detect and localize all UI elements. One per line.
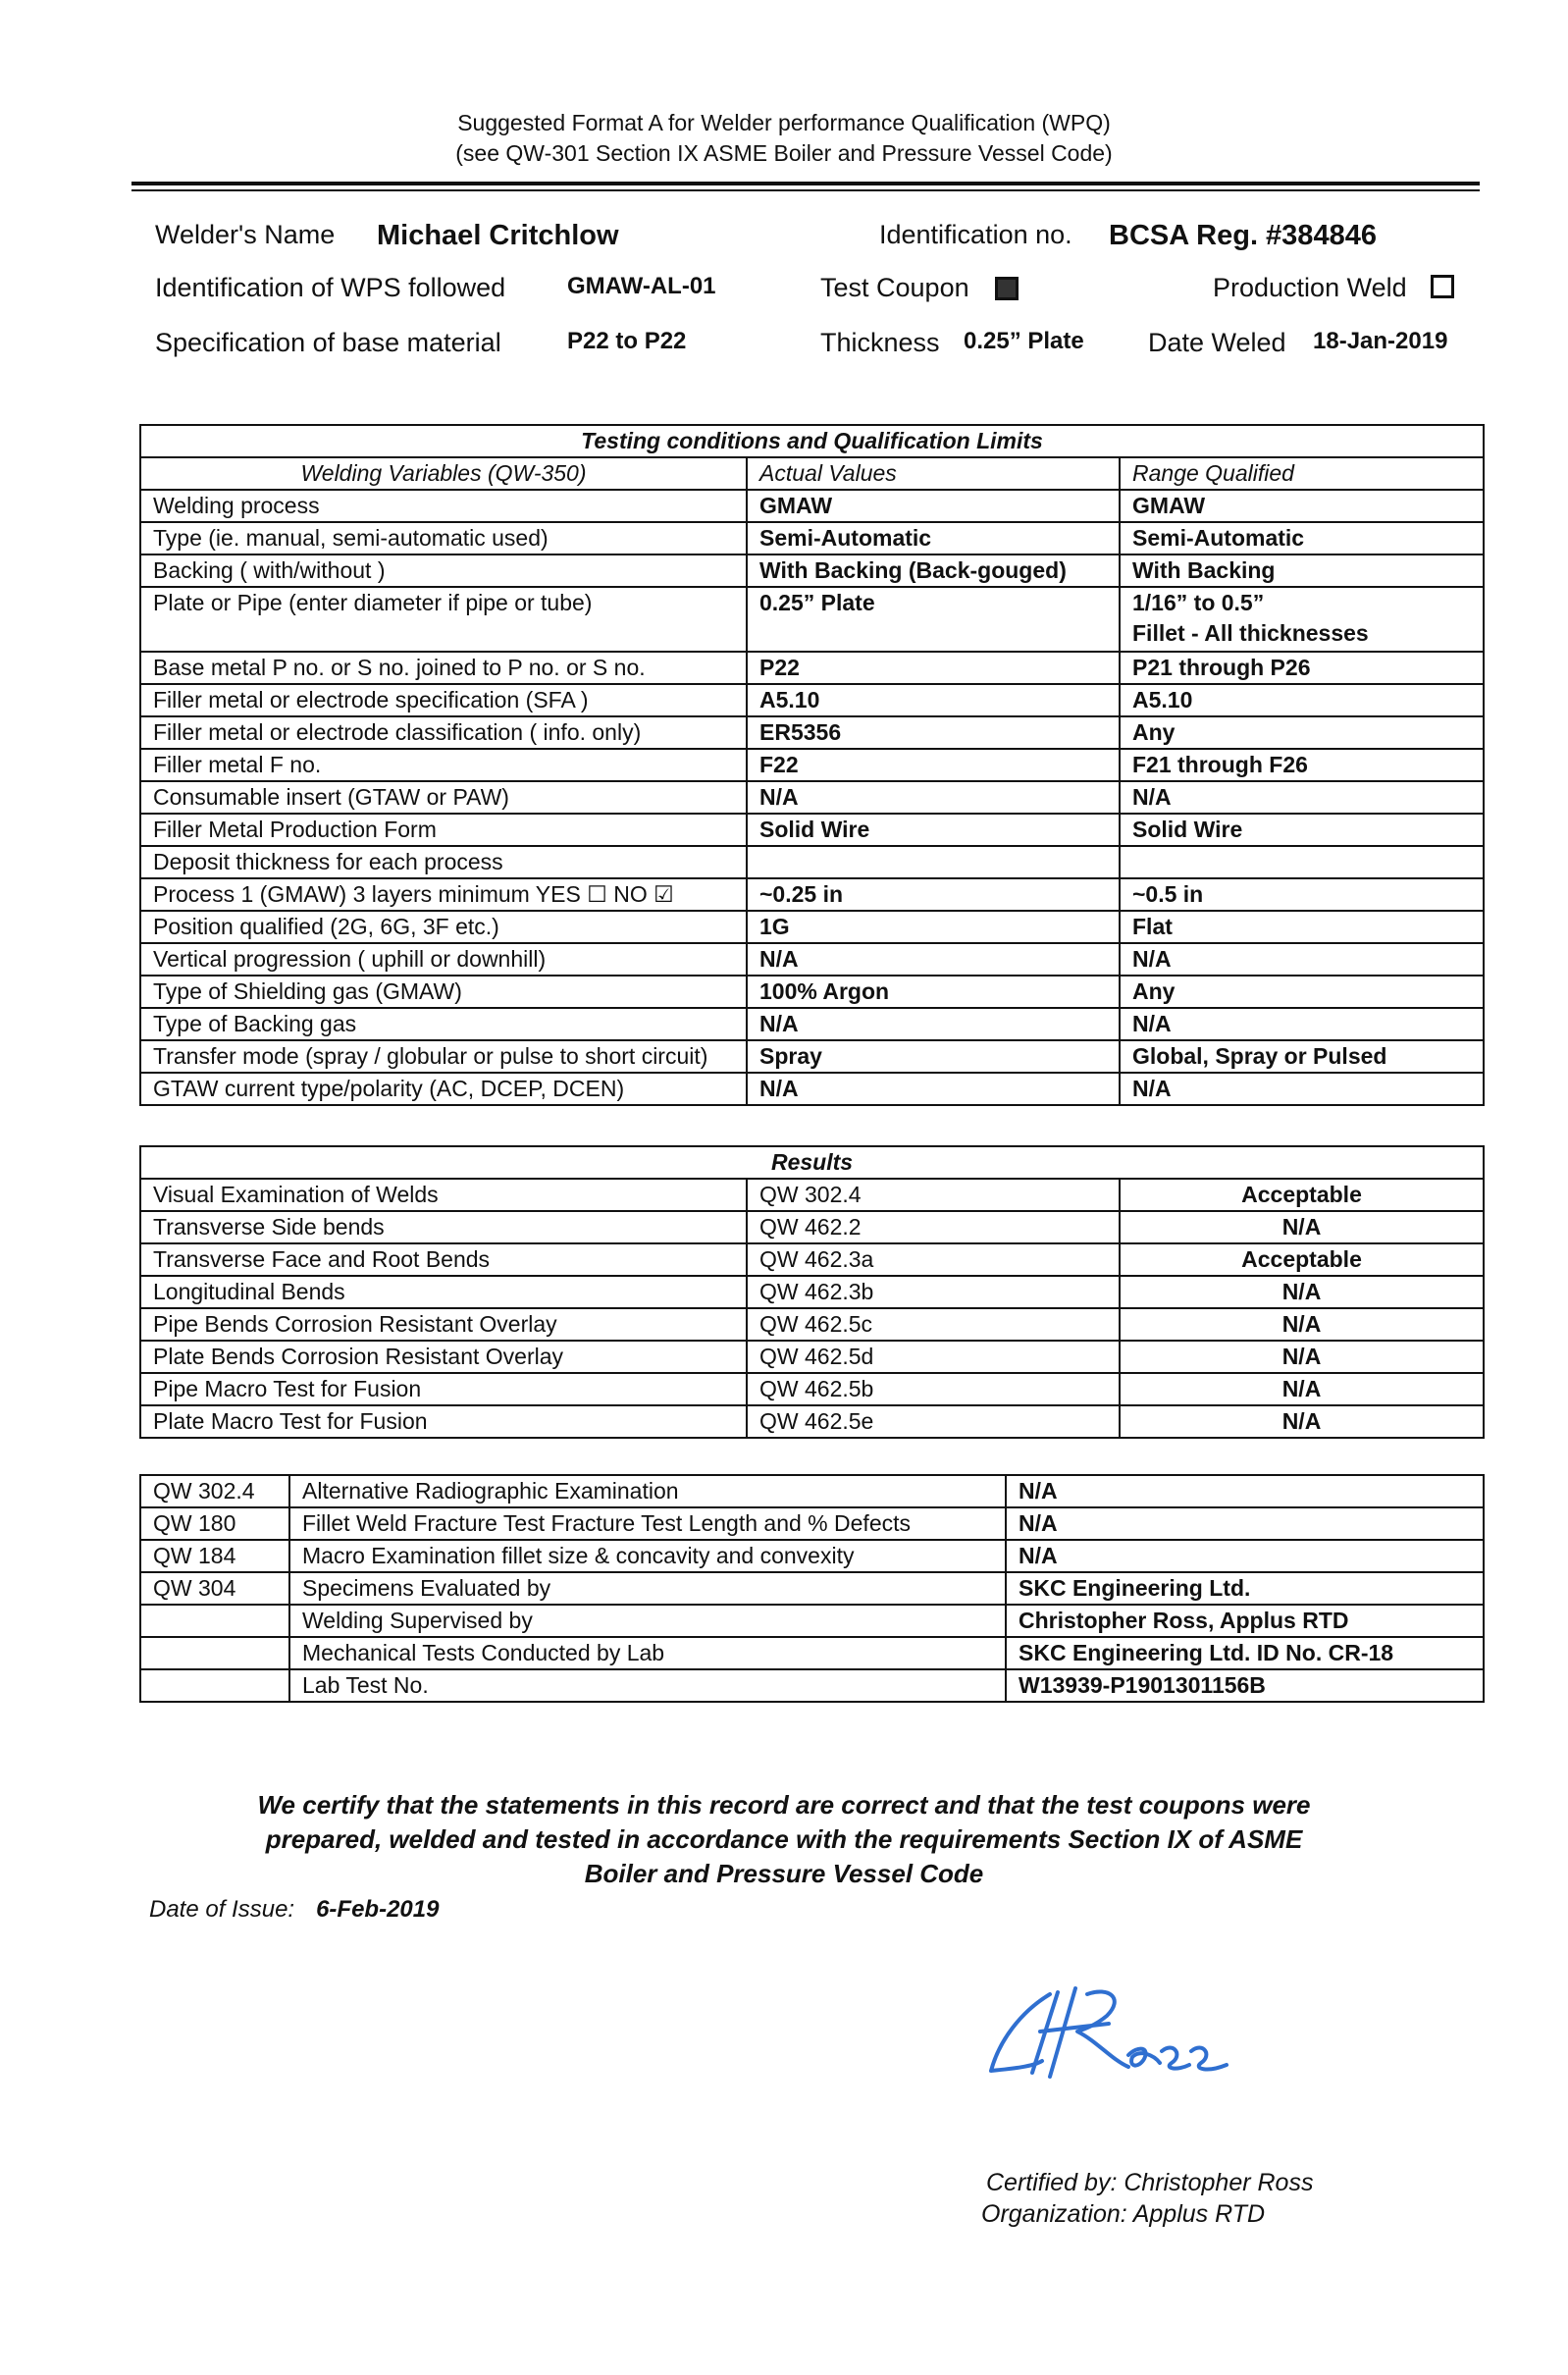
welder-name-label: Welder's Name [155,220,336,249]
table-row [140,684,1484,716]
variable-cell: Consumable insert (GTAW or PAW) [140,781,747,814]
actual-cell: Spray [747,1040,1120,1073]
description-cell: Fillet Weld Fracture Test Fracture Test Length and % Defects [289,1507,1006,1540]
variable-cell: Type (ie. manual, semi-automatic used) [140,522,747,554]
test-coupon-checkbox[interactable] [995,277,1019,300]
date-of-issue [149,1896,439,1924]
variable-cell: Type of Backing gas [140,1008,747,1040]
test-name-cell: Longitudinal Bends [140,1276,747,1308]
actual-cell: GMAW [747,490,1120,522]
description-cell: Welding Supervised by [289,1605,1006,1637]
table-row [140,1669,1484,1702]
test-code-cell: QW 462.2 [747,1211,1120,1243]
range-line: 1/16” to 0.5” [1132,590,1265,615]
table-row [140,1308,1484,1341]
test-code-cell: QW 462.5e [747,1405,1120,1438]
table-row [140,1243,1484,1276]
table-row [140,554,1484,587]
range-cell: N/A [1120,1073,1484,1105]
variable-cell: Deposit thickness for each process [140,846,747,878]
date-welded-label: Date Weled [1148,328,1286,357]
table-row [140,814,1484,846]
table-row [140,1211,1484,1243]
range-cell: N/A [1120,781,1484,814]
table-row [140,1540,1484,1572]
date-of-issue-label: Date of Issue: [149,1896,295,1923]
value-cell: SKC Engineering Ltd. ID No. CR-18 [1006,1637,1484,1669]
table-row [140,749,1484,781]
code-cell [140,1669,289,1702]
base-material-value: P22 to P22 [567,328,687,354]
range-cell: N/A [1120,943,1484,976]
range-cell [1120,846,1484,878]
range-cell: GMAW [1120,490,1484,522]
code-cell [140,1637,289,1669]
value-cell: N/A [1006,1540,1484,1572]
test-name-cell: Pipe Macro Test for Fusion [140,1373,747,1405]
test-code-cell: QW 462.5b [747,1373,1120,1405]
range-cell: Global, Spray or Pulsed [1120,1040,1484,1073]
certification-line-2: prepared, welded and tested in accordance with the requirements Section IX of ASME [265,1824,1303,1854]
test-name-cell: Visual Examination of Welds [140,1179,747,1211]
signature-image [981,1973,1246,2090]
value-cell: SKC Engineering Ltd. [1006,1572,1484,1605]
table-row [140,976,1484,1008]
variable-cell: Type of Shielding gas (GMAW) [140,976,747,1008]
actual-cell: 1G [747,911,1120,943]
conditions-header-variables: Welding Variables (QW-350) [140,457,747,490]
variable-cell: Backing ( with/without ) [140,554,747,587]
test-coupon-label: Test Coupon [820,273,969,302]
variable-cell: Base metal P no. or S no. joined to P no. or S no. [140,652,747,684]
range-cell: Solid Wire [1120,814,1484,846]
test-result-cell: N/A [1120,1405,1484,1438]
range-cell: A5.10 [1120,684,1484,716]
test-result-cell: N/A [1120,1308,1484,1341]
table-row [140,1405,1484,1438]
value-cell: W13939-P1901301156B [1006,1669,1484,1702]
date-of-issue-value: 6-Feb-2019 [316,1896,440,1923]
variable-cell: Position qualified (2G, 6G, 3F etc.) [140,911,747,943]
test-result-cell: N/A [1120,1276,1484,1308]
actual-cell: A5.10 [747,684,1120,716]
certification-line-3: Boiler and Pressure Vessel Code [584,1859,984,1888]
results-table [139,1145,1485,1439]
wps-value: GMAW-AL-01 [567,273,716,299]
table-row [140,1341,1484,1373]
test-name-cell: Plate Bends Corrosion Resistant Overlay [140,1341,747,1373]
conditions-table [139,424,1485,1106]
code-cell: QW 304 [140,1572,289,1605]
code-cell [140,1605,289,1637]
variable-cell: Filler metal F no. [140,749,747,781]
test-code-cell: QW 462.3a [747,1243,1120,1276]
test-code-cell: QW 462.5d [747,1341,1120,1373]
table-row [140,1040,1484,1073]
variable-cell: GTAW current type/polarity (AC, DCEP, DCEN) [140,1073,747,1105]
actual-cell: 100% Argon [747,976,1120,1008]
table-row [140,652,1484,684]
base-material-label: Specification of base material [155,328,501,357]
description-cell: Alternative Radiographic Examination [289,1475,1006,1507]
table-row [140,1008,1484,1040]
range-cell: Flat [1120,911,1484,943]
range-cell: P21 through P26 [1120,652,1484,684]
actual-cell: P22 [747,652,1120,684]
test-code-cell: QW 462.3b [747,1276,1120,1308]
actual-cell: ~0.25 in [747,878,1120,911]
description-cell: Mechanical Tests Conducted by Lab [289,1637,1006,1669]
table-row [140,490,1484,522]
certification-line-1: We certify that the statements in this record are correct and that the test coupons were [257,1790,1311,1820]
production-weld-checkbox[interactable] [1431,275,1454,298]
actual-cell: N/A [747,781,1120,814]
table-row [140,878,1484,911]
identification-label: Identification no. [879,220,1072,249]
conditions-caption: Testing conditions and Qualification Limits [140,425,1484,457]
actual-cell: With Backing (Back-gouged) [747,554,1120,587]
range-cell: With Backing [1120,554,1484,587]
range-cell: Any [1120,716,1484,749]
certified-by: Certified by: Christopher Ross [986,2169,1314,2196]
header-rule-thin [131,189,1480,191]
actual-cell: N/A [747,943,1120,976]
variable-cell: Vertical progression ( uphill or downhill) [140,943,747,976]
test-result-cell: Acceptable [1120,1243,1484,1276]
code-cell: QW 180 [140,1507,289,1540]
table-row [140,911,1484,943]
table-row [140,1276,1484,1308]
table-row [140,1073,1484,1105]
actual-cell [747,846,1120,878]
range-cell [1120,587,1484,652]
table-row [140,846,1484,878]
variable-cell: Filler metal or electrode classification ( info. only) [140,716,747,749]
table-row [140,1179,1484,1211]
description-cell: Macro Examination fillet size & concavity and convexity [289,1540,1006,1572]
variable-cell: Filler metal or electrode specification (SFA ) [140,684,747,716]
conditions-header-actual: Actual Values [747,457,1120,490]
actual-cell: N/A [747,1008,1120,1040]
description-cell: Specimens Evaluated by [289,1572,1006,1605]
table-row [140,522,1484,554]
code-cell: QW 184 [140,1540,289,1572]
test-name-cell: Plate Macro Test for Fusion [140,1405,747,1438]
test-code-cell: QW 462.5c [747,1308,1120,1341]
variable-cell: Welding process [140,490,747,522]
organization: Organization: Applus RTD [981,2200,1266,2228]
variable-cell: Process 1 (GMAW) 3 layers minimum YES ☐ NO ☑ [140,878,747,911]
range-line: Fillet - All thicknesses [1132,620,1369,646]
table-row [140,943,1484,976]
actual-cell: N/A [747,1073,1120,1105]
thickness-label: Thickness [820,328,940,357]
document-subtitle: (see QW-301 Section IX ASME Boiler and Pressure Vessel Code) [455,140,1113,166]
test-result-cell: N/A [1120,1341,1484,1373]
actual-cell: Solid Wire [747,814,1120,846]
table-row [140,1637,1484,1669]
conditions-header-range: Range Qualified [1120,457,1484,490]
value-cell: N/A [1006,1507,1484,1540]
table-row [140,1373,1484,1405]
test-name-cell: Pipe Bends Corrosion Resistant Overlay [140,1308,747,1341]
production-weld-label: Production Weld [1213,273,1407,302]
test-name-cell: Transverse Side bends [140,1211,747,1243]
range-cell: Any [1120,976,1484,1008]
other-tests-table [139,1474,1485,1703]
value-cell: N/A [1006,1475,1484,1507]
variable-cell: Plate or Pipe (enter diameter if pipe or tube) [140,587,747,652]
actual-cell: F22 [747,749,1120,781]
code-cell: QW 302.4 [140,1475,289,1507]
range-cell: ~0.5 in [1120,878,1484,911]
test-result-cell: N/A [1120,1373,1484,1405]
test-code-cell: QW 302.4 [747,1179,1120,1211]
range-cell: Semi-Automatic [1120,522,1484,554]
thickness-value: 0.25” Plate [964,328,1084,354]
wps-label: Identification of WPS followed [155,273,506,302]
table-row [140,716,1484,749]
variable-cell: Transfer mode (spray / globular or pulse to short circuit) [140,1040,747,1073]
header-rule-thick [131,182,1480,185]
actual-cell: Semi-Automatic [747,522,1120,554]
table-row [140,781,1484,814]
table-row [140,587,1484,652]
document-title: Suggested Format A for Welder performance Qualification (WPQ) [457,110,1111,135]
variable-cell: Filler Metal Production Form [140,814,747,846]
actual-cell: ER5356 [747,716,1120,749]
welder-name-value: Michael Critchlow [377,220,619,251]
actual-cell: 0.25” Plate [747,587,1120,652]
identification-value: BCSA Reg. #384846 [1109,220,1377,251]
table-row [140,1605,1484,1637]
test-result-cell: Acceptable [1120,1179,1484,1211]
test-name-cell: Transverse Face and Root Bends [140,1243,747,1276]
table-row [140,1572,1484,1605]
test-result-cell: N/A [1120,1211,1484,1243]
range-cell: N/A [1120,1008,1484,1040]
date-welded-value: 18-Jan-2019 [1313,328,1448,354]
table-row [140,1507,1484,1540]
description-cell: Lab Test No. [289,1669,1006,1702]
results-caption: Results [140,1146,1484,1179]
range-cell: F21 through F26 [1120,749,1484,781]
value-cell: Christopher Ross, Applus RTD [1006,1605,1484,1637]
table-row [140,1475,1484,1507]
